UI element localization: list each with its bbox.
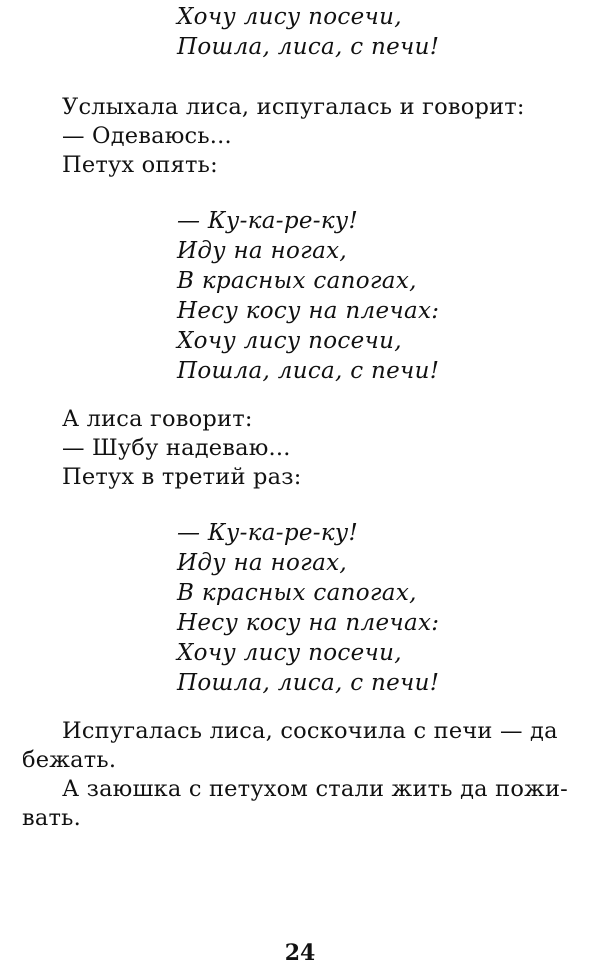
verse-2-line-6: Пошла, лиса, с печи! (177, 358, 440, 384)
verse-2-line-4: Несу косу на плечах: (177, 298, 440, 324)
verse-2-line-5: Хочу лису посечи, (177, 328, 402, 354)
prose-2-line-3: Петух в третий раз: (62, 464, 302, 490)
prose-1-line-2: — Одеваюсь... (62, 123, 232, 149)
prose-3-line-2: бежать. (22, 747, 117, 773)
page-number: 24 (284, 940, 316, 966)
verse-2-line-2: Иду на ногах, (177, 238, 347, 264)
verse-3-line-4: Несу косу на плечах: (177, 610, 440, 636)
prose-3-line-4: вать. (22, 805, 81, 831)
prose-1-line-1: Услыхала лиса, испугалась и говорит: (62, 94, 525, 120)
verse-3-line-1: — Ку-ка-ре-ку! (177, 520, 359, 546)
verse-3-line-2: Иду на ногах, (177, 550, 347, 576)
verse-2-line-3: В красных сапогах, (177, 268, 417, 294)
verse-3-line-3: В красных сапогах, (177, 580, 417, 606)
prose-3-line-3: А заюшка с петухом стали жить да пожи- (62, 776, 568, 802)
verse-2-line-1: — Ку-ка-ре-ку! (177, 208, 359, 234)
verse-1-line-2: Пошла, лиса, с печи! (177, 34, 440, 60)
prose-2-line-2: — Шубу надеваю... (62, 435, 291, 461)
verse-3-line-6: Пошла, лиса, с печи! (177, 670, 440, 696)
verse-1-line-1: Хочу лису посечи, (177, 4, 402, 30)
prose-1-line-3: Петух опять: (62, 152, 218, 178)
verse-3-line-5: Хочу лису посечи, (177, 640, 402, 666)
prose-3-line-1: Испугалась лиса, соскочила с печи — да (62, 718, 558, 744)
prose-2-line-1: А лиса говорит: (62, 406, 253, 432)
